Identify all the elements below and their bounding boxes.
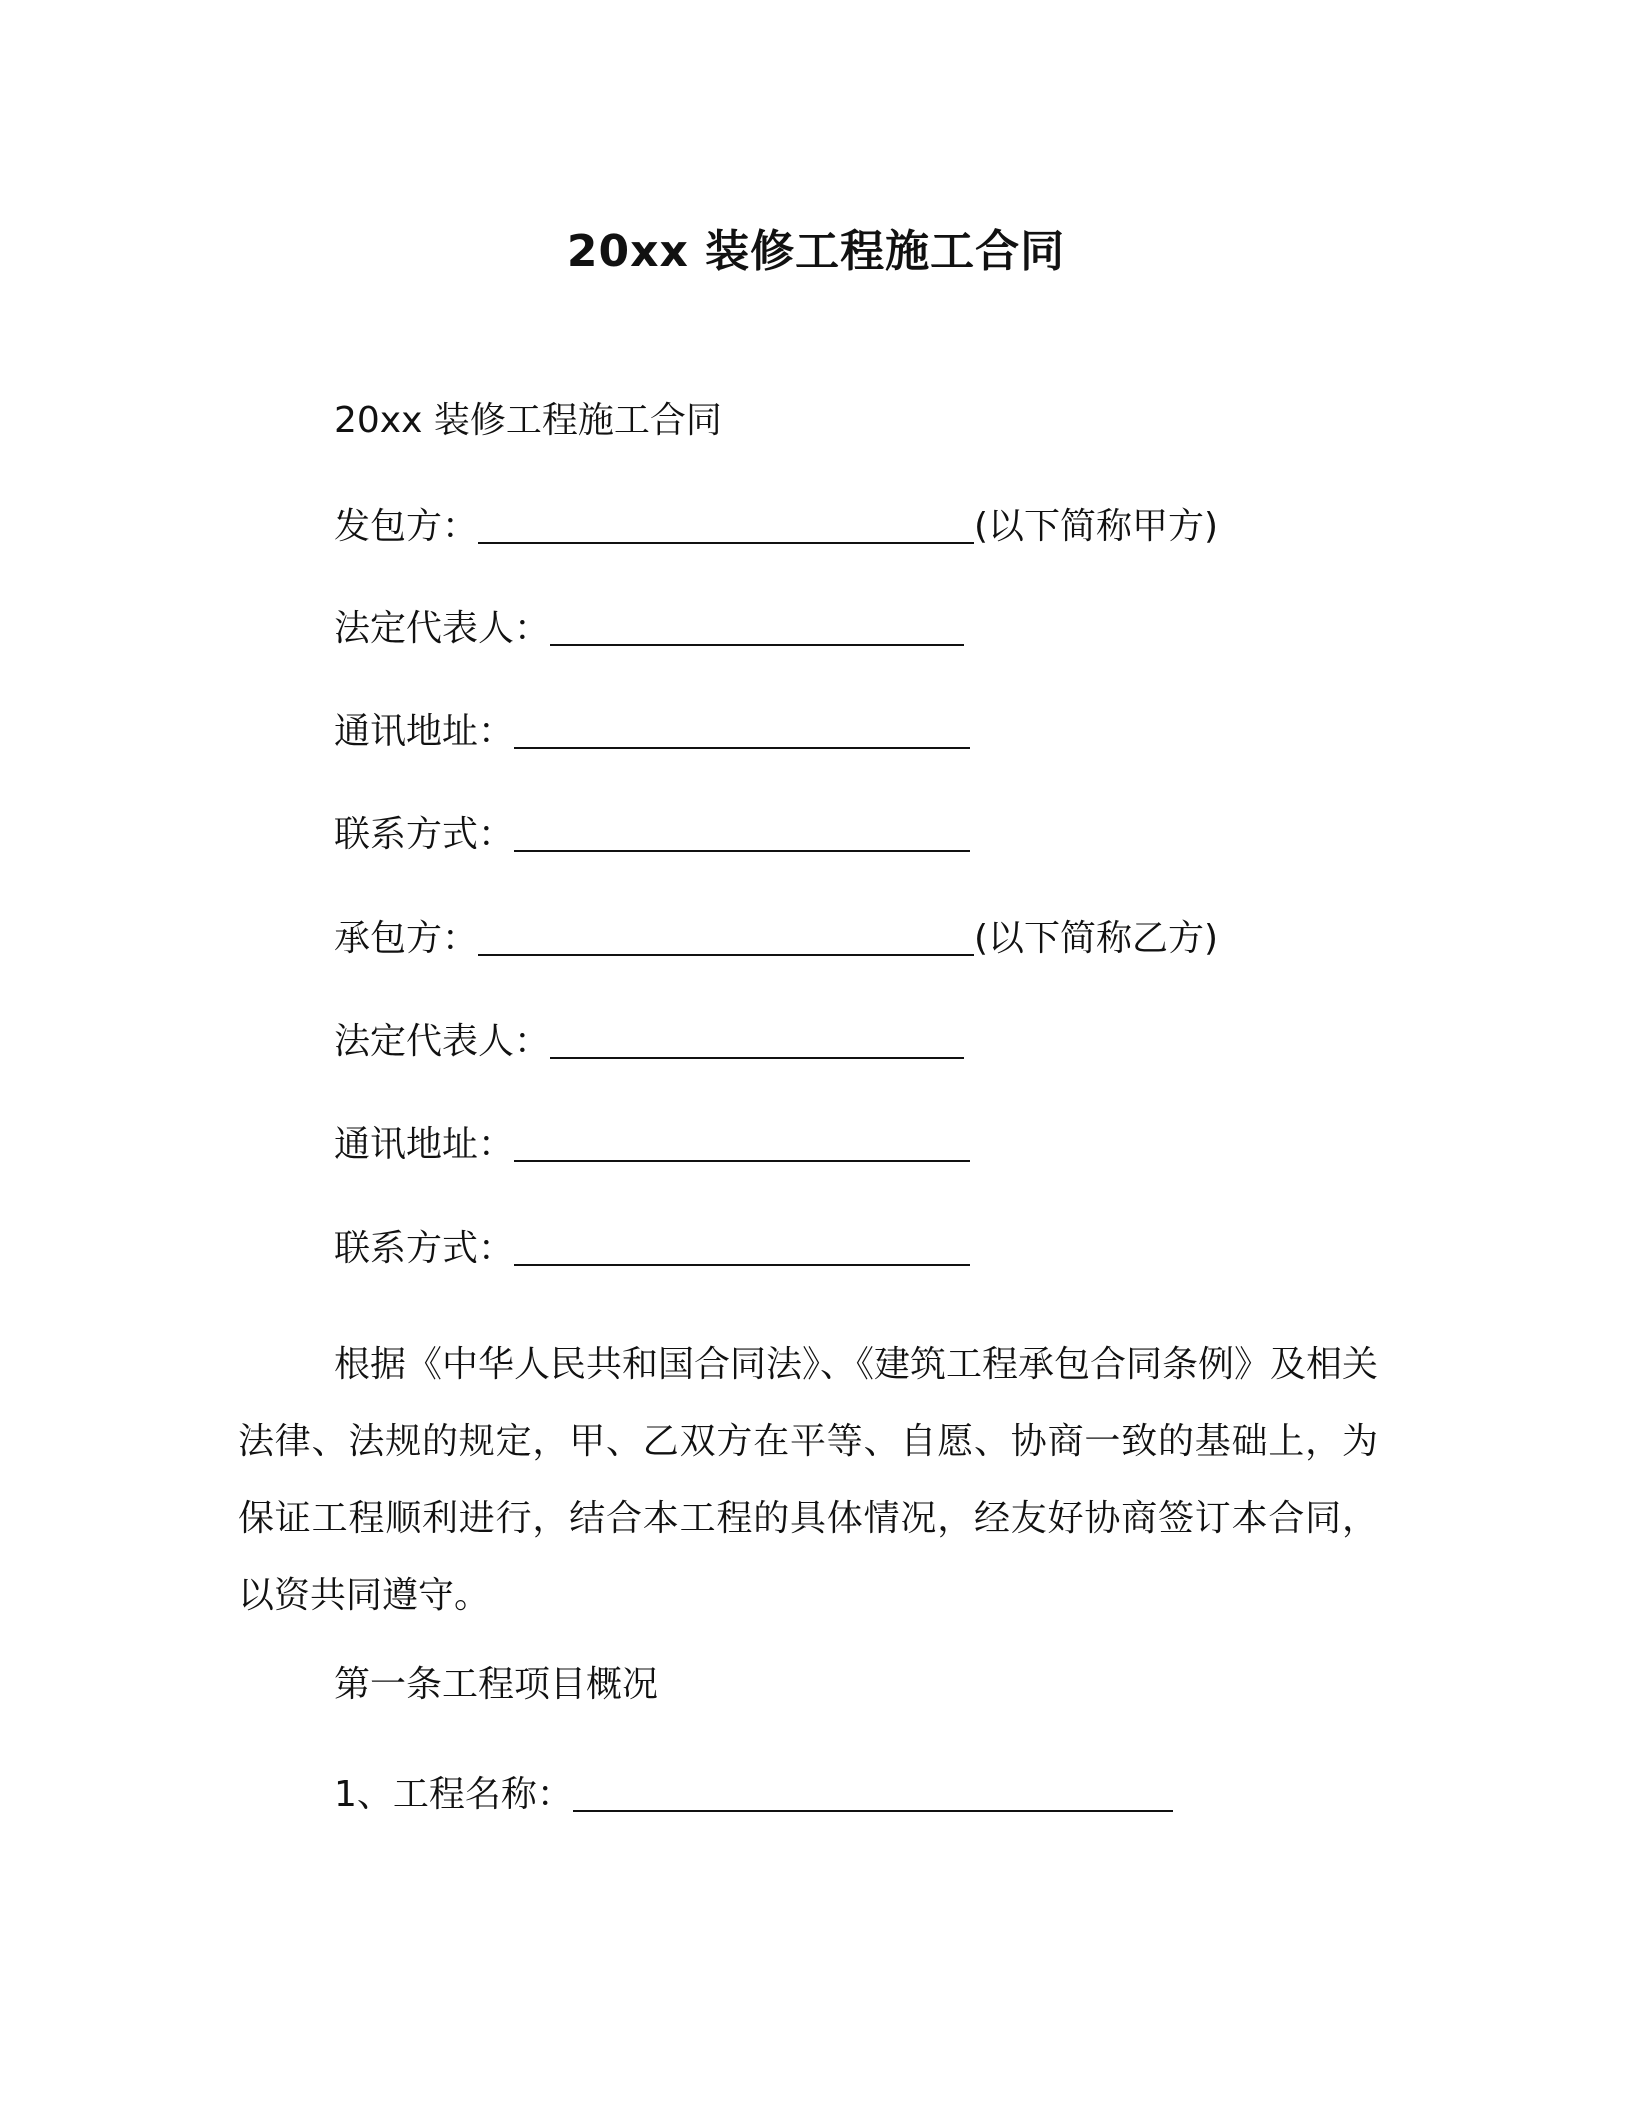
party-b-contractor-row	[334, 912, 1218, 964]
party-b-address-row	[334, 1118, 970, 1170]
document-subtitle: 20xx 装修工程施工合同	[334, 400, 722, 441]
party-a-legal-rep-label: 法定代表人：	[334, 608, 551, 649]
party-a-address-label: 通讯地址：	[334, 711, 515, 752]
party-b-legal-rep-blank	[550, 1021, 964, 1059]
party-a-contact-blank	[514, 814, 970, 852]
party-b-legal-rep-row	[334, 1015, 964, 1067]
item-1-blank	[573, 1774, 1173, 1812]
party-b-contractor-blank	[478, 918, 974, 956]
party-b-legal-rep-label: 法定代表人：	[334, 1021, 551, 1062]
party-b-contractor-suffix: (以下简称乙方)	[974, 918, 1219, 959]
party-a-address-blank	[514, 711, 970, 749]
item-1-row	[334, 1768, 1173, 1820]
party-b-address-blank	[514, 1124, 970, 1162]
party-b-contact-label: 联系方式：	[334, 1228, 515, 1269]
article-1-heading: 第一条工程项目概况	[334, 1664, 659, 1705]
party-b-contact-blank	[514, 1228, 970, 1266]
party-a-address-row	[334, 705, 970, 757]
party-b-address-label: 通讯地址：	[334, 1124, 515, 1165]
party-a-contact-row	[334, 808, 970, 860]
party-a-contractor-blank	[478, 506, 974, 544]
party-b-contractor-label: 承包方：	[334, 918, 479, 959]
party-a-legal-rep-row	[334, 602, 964, 654]
party-b-contact-row	[334, 1222, 970, 1274]
document-title: 20xx 装修工程施工合同	[566, 226, 1066, 277]
party-a-contractor-row	[334, 500, 1218, 552]
party-a-contractor-label: 发包方：	[334, 506, 479, 547]
party-a-legal-rep-blank	[550, 608, 964, 646]
party-a-contractor-suffix: (以下简称甲方)	[974, 506, 1219, 547]
item-1-label: 1、工程名称：	[334, 1774, 573, 1815]
preamble-paragraph: 根据《中华人民共和国合同法》、《建筑工程承包合同条例》及相关法律、法规的规定，甲、乙双方在平等、自愿、协商一致的基础上，为保证工程顺利进行，结合本工程的具体情况，经友好协商签订本合同，以资共同遵守。	[238, 1344, 1379, 1616]
party-a-contact-label: 联系方式：	[334, 814, 515, 855]
